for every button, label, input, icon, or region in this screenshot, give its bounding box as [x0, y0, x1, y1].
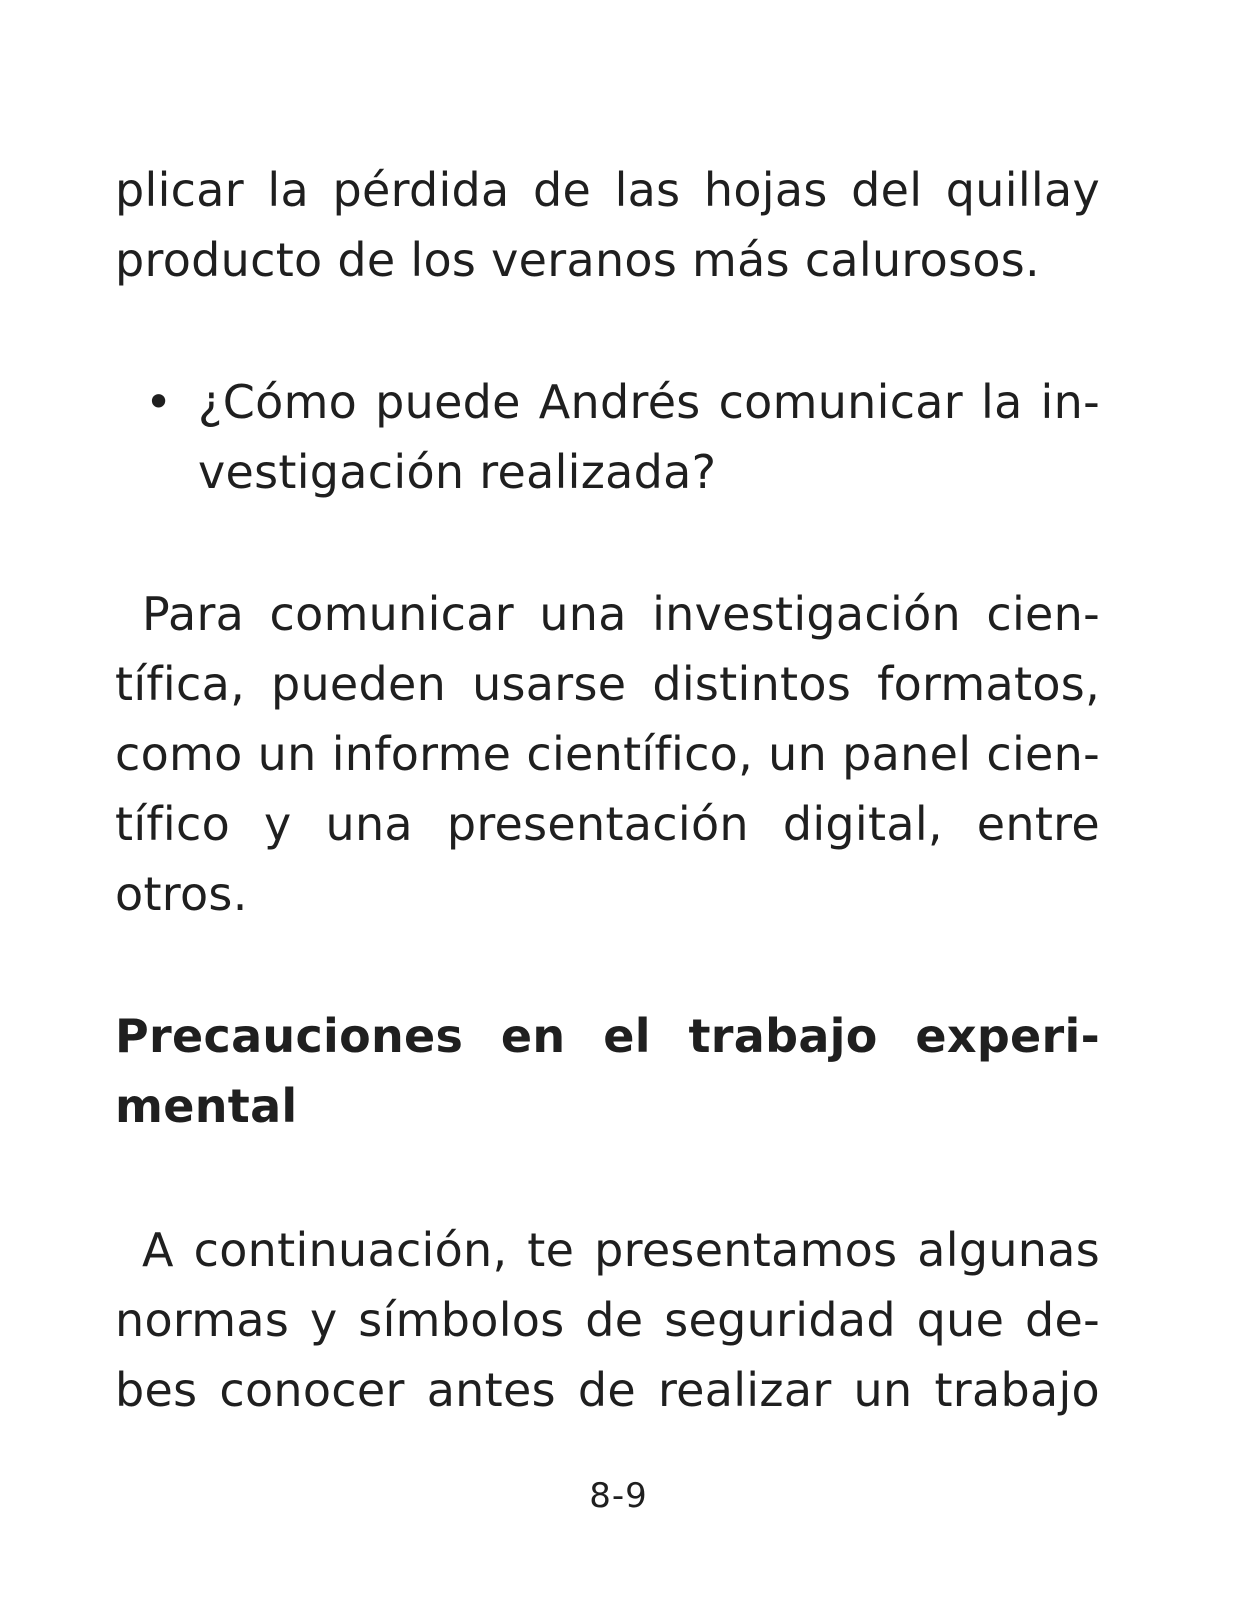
text-line: otros. — [115, 867, 248, 921]
heading-line: Precauciones en el trabajo experi- — [115, 1009, 1100, 1063]
paragraph-continuation — [115, 155, 1100, 295]
paragraph-safety — [115, 1215, 1100, 1425]
text-line: como un informe científico, un panel cien- — [115, 727, 1100, 781]
text-line: Para comunicar una investigación cien- — [142, 587, 1100, 641]
text-line: bes conocer antes de realizar un trabajo — [115, 1363, 1100, 1417]
text-line: A continuación, te presentamos algunas — [142, 1223, 1100, 1277]
bullet-item — [115, 367, 1100, 507]
document-page — [115, 155, 1100, 1425]
text-line: normas y símbolos de seguridad que de- — [115, 1293, 1100, 1347]
bullet-text-line: vestigación realizada? — [198, 445, 717, 499]
heading-line: mental — [115, 1079, 298, 1133]
bullet-text-line: ¿Cómo puede Andrés comunicar la in- — [198, 375, 1100, 429]
text-line: tífica, pueden usarse distintos formatos, — [115, 657, 1100, 711]
text-line: producto de los veranos más calurosos. — [115, 233, 1040, 287]
bullet-marker: • — [145, 375, 173, 429]
text-line: plicar la pérdida de las hojas del quillay — [115, 163, 1100, 217]
page-number: 8-9 — [589, 1476, 648, 1516]
section-heading — [115, 1001, 1100, 1141]
paragraph-formats — [115, 579, 1100, 929]
text-line: tífico y una presentación digital, entre — [115, 797, 1100, 851]
